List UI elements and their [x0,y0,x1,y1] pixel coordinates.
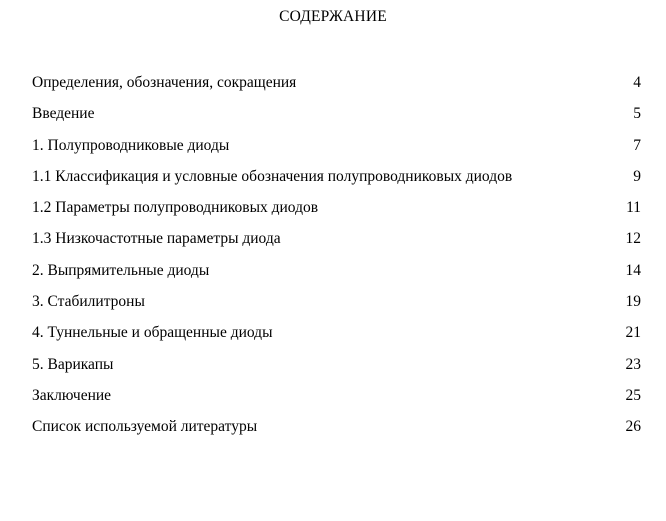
toc-entry-label: 2. Выпрямительные диоды [32,261,210,279]
toc-entry-page: 19 [625,293,641,311]
toc-entry-page: 21 [625,324,641,342]
toc-entry-label: 3. Стабилитроны [32,293,145,311]
toc-entry-section-3 [32,292,641,323]
toc-entry-definitions [32,73,641,104]
table-of-contents [32,73,641,449]
toc-entry-section-1-1 [32,167,641,198]
toc-entry-section-1-3 [32,229,641,260]
toc-entry-page: 9 [633,167,641,185]
page-title: СОДЕРЖАНИЕ [279,8,387,25]
toc-entry-label: 4. Туннельные и обращенные диоды [32,324,273,342]
toc-entry-section-1-2 [32,198,641,229]
toc-entry-label: Заключение [32,386,112,404]
toc-entry-introduction [32,104,641,135]
toc-entry-page: 23 [625,355,641,373]
toc-entry-page: 11 [626,199,641,217]
toc-entry-section-1 [32,136,641,167]
toc-entry-page: 5 [633,105,641,123]
toc-entry-label: Введение [32,105,95,123]
toc-entry-section-4 [32,323,641,354]
toc-entry-page: 4 [633,74,641,91]
toc-entry-label: 1.2 Параметры полупроводниковых диодов [32,199,319,217]
toc-entry-label: Список используемой литературы [32,418,258,436]
toc-entry-page: 25 [625,386,641,404]
toc-entry-label: 1.3 Низкочастотные параметры диода [32,230,281,248]
toc-entry-page: 14 [625,261,641,279]
toc-entry-label: 1.1 Классификация и условные обозначения полупроводниковых диодов [32,167,513,185]
toc-entry-page: 26 [625,418,641,436]
toc-entry-page: 7 [633,136,641,154]
toc-entry-page: 12 [625,230,641,248]
toc-entry-section-2 [32,261,641,292]
toc-entry-label: Определения, обозначения, сокращения [32,74,297,91]
toc-entry-label: 1. Полупроводниковые диоды [32,136,230,154]
toc-entry-conclusion [32,386,641,417]
toc-entry-section-5 [32,355,641,386]
toc-entry-label: 5. Варикапы [32,355,114,373]
toc-entry-references [32,417,641,448]
